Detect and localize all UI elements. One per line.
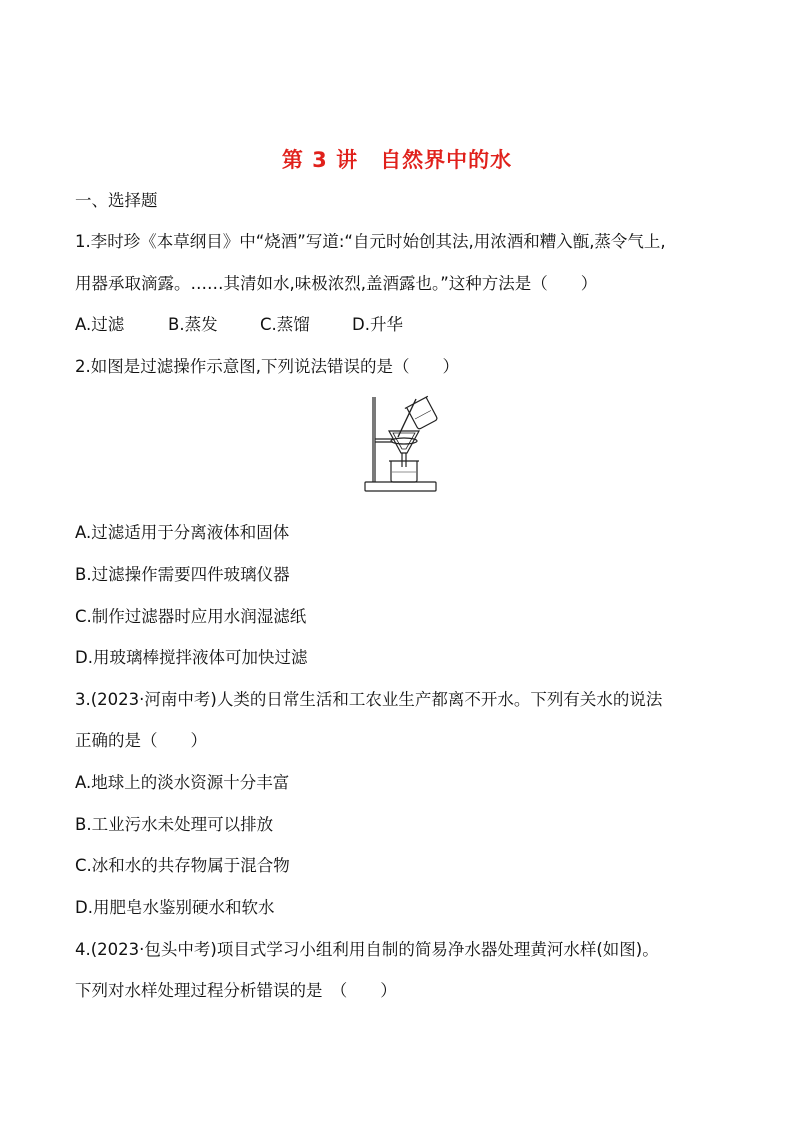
q1-option-a[interactable]: A.过滤 bbox=[75, 315, 125, 334]
q1-option-d[interactable]: D.升华 bbox=[352, 315, 403, 334]
stand-base bbox=[365, 482, 436, 491]
q1-option-b[interactable]: B.蒸发 bbox=[168, 315, 218, 334]
q3-option-a[interactable]: A.地球上的淡水资源十分丰富 bbox=[75, 773, 290, 792]
q1-options bbox=[75, 313, 403, 337]
q3-option-b[interactable]: B.工业污水未处理可以排放 bbox=[75, 815, 274, 834]
page-title: 第 3 讲 自然界中的水 bbox=[281, 148, 513, 172]
q3-option-d[interactable]: D.用肥皂水鉴别硬水和软水 bbox=[75, 898, 275, 917]
q2-option-c[interactable]: C.制作过滤器时应用水润湿滤纸 bbox=[75, 607, 307, 626]
q4-stem-line-1: 4.(2023·包头中考)项目式学习小组利用自制的简易净水器处理黄河水样(如图)。 bbox=[75, 940, 659, 959]
q2-option-b[interactable]: B.过滤操作需要四件玻璃仪器 bbox=[75, 565, 290, 584]
q3-stem-line-1: 3.(2023·河南中考)人类的日常生活和工农业生产都离不开水。下列有关水的说法 bbox=[75, 690, 663, 709]
pouring-beaker bbox=[405, 396, 440, 430]
q1-option-c[interactable]: C.蒸馏 bbox=[260, 315, 310, 334]
q2-option-d[interactable]: D.用玻璃棒搅拌液体可加快过滤 bbox=[75, 648, 308, 667]
q3-option-c[interactable]: C.冰和水的共存物属于混合物 bbox=[75, 856, 290, 875]
filtration-apparatus-figure bbox=[356, 393, 441, 501]
q2-stem: 2.如图是过滤操作示意图,下列说法错误的是（ ） bbox=[75, 357, 459, 376]
q3-stem-line-2: 正确的是（ ） bbox=[75, 731, 207, 750]
q1-stem-line-2: 用器承取滴露。……其清如水,味极浓烈,盖酒露也。”这种方法是（ ） bbox=[75, 274, 598, 293]
q4-stem-line-2: 下列对水样处理过程分析错误的是 （ ） bbox=[75, 981, 397, 1000]
receiving-beaker bbox=[391, 461, 417, 482]
section-heading: 一、选择题 bbox=[75, 191, 158, 210]
q2-option-a[interactable]: A.过滤适用于分离液体和固体 bbox=[75, 523, 290, 542]
q1-stem-line-1: 1.李时珍《本草纲目》中“烧酒”写道:“自元时始创其法,用浓酒和糟入甑,蒸令气上, bbox=[75, 232, 666, 251]
